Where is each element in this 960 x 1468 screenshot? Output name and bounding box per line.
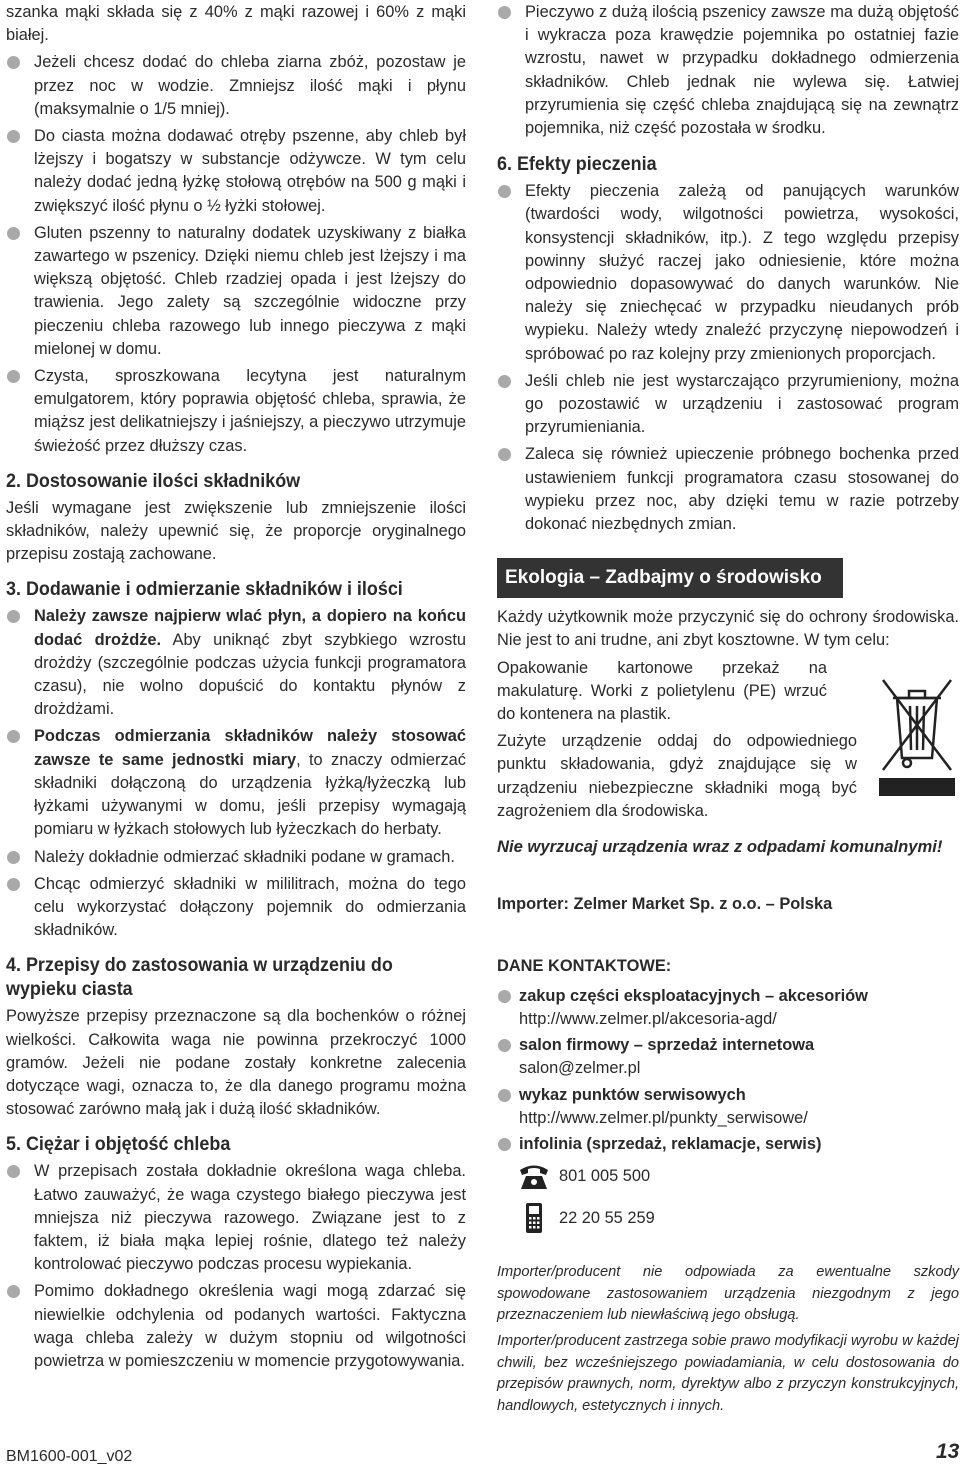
ecology-heading: Ekologia – Zadbajmy o środowisko: [497, 558, 843, 598]
contact-item: [497, 1133, 959, 1156]
paragraph: Zużyte urządzenie oddaj do odpowiedniego punktu składowania, gdyż znajdujące się w urządzeniu niebezpieczne składniki mogą być zagrożeniem dla środowiska.: [497, 732, 857, 820]
ecology-warning: Nie wyrzucaj urządzenia wraz z odpadami komunalnymi!: [497, 837, 943, 857]
paragraph: Opakowanie kartonowe przekaż na makulaturę. Worki z polietylenu (PE) wrzuć do kontenera na plastik.: [497, 658, 827, 724]
intro-text: szanka mąki składa się z 40% z mąki razowej i 60% z mąki białej.: [6, 3, 466, 45]
contact-label: salon firmowy – sprzedaż internetowa: [519, 1036, 815, 1055]
section-heading: 6. Efekty pieczenia: [497, 153, 657, 176]
document-code: BM1600-001_v02: [6, 1448, 133, 1465]
contact-link[interactable]: http://www.zelmer.pl/punkty_serwisowe/: [519, 1108, 808, 1127]
section-heading: 2. Dostosowanie ilości składników: [6, 469, 301, 492]
list-item: [6, 605, 466, 721]
page-number: 13: [936, 1440, 960, 1463]
contact-label: wykaz punktów serwisowych: [519, 1085, 746, 1104]
section-heading: 4. Przepisy do zastosowania w urządzeniu do wypieku ciasta: [6, 954, 393, 1001]
ecology-section: [497, 606, 959, 823]
list-item: Pomimo dokładnego określenia wagi mogą zdarzać się niewielkie odchylenia od podanych wartości. Faktyczna waga chleba zależy w dużym stopniu od wilgotności powietrza w pomieszczeniu w momencie przygotowywania.: [6, 1280, 466, 1373]
section-heading: 3. Dodawanie i odmierzanie składników i ilości: [6, 578, 403, 601]
list-item: Do ciasta można dodawać otręby pszenne, aby chleb był lżejszy i bogatszy w substancje odżywcze. W tym celu należy dodać jedną łyżkę stołową otrębów na 500 g mąki i zwiększyć ilość płynu o ½ łyżki stołowej.: [6, 125, 466, 218]
contact-email[interactable]: salon@zelmer.pl: [519, 1059, 641, 1078]
list-item: Czysta, sproszkowana lecytyna jest naturalnym emulgatorem, który poprawia objętość chleba, sprawia, że miąższ jest delikatniejszy i jaśniejszy, a pieczywo utrzymuje świeżość przez dłuższy czas.: [6, 365, 466, 458]
paragraph: Każdy użytkownik może przyczynić się do ochrony środowiska. Nie jest to ani trudne, ani zbyt kosztowne. W tym celu:: [497, 608, 959, 650]
contact-item: [497, 1034, 959, 1080]
phone-number[interactable]: 801 005 500: [559, 1167, 651, 1186]
list-item: Efekty pieczenia zależą od panujących warunków (twardości wody, wilgotności powietrza, wysokości, konsystencji składników, itp.). Z tego względu przepisy powinny służyć raczej jako odniesienie, które można odpowiednio dopasowywać do danych warunków. Nie należy się zniechęcać w przypadku nieudanych prób wypieku. Należy wtedy znaleźć przyczynę niepowodzeń i spróbować po raz kolejny przy zmienionych proporcjach.: [497, 180, 959, 366]
contact-link[interactable]: http://www.zelmer.pl/akcesoria-agd/: [519, 1009, 777, 1028]
disclaimer: Importer/producent nie odpowiada za ewentualne szkody spowodowane zastosowaniem urządzenia niezgodnym z jego przeznaczeniem lub niewłaściwą jego obsługą.: [497, 1264, 959, 1324]
right-column: [497, 0, 959, 1417]
contact-title: DANE KONTAKTOWE:: [497, 956, 672, 975]
mobile-number[interactable]: 22 20 55 259: [559, 1209, 655, 1228]
contact-item: [497, 1084, 959, 1130]
telephone-icon: [517, 1160, 551, 1192]
list-item: Pieczywo z dużą ilością pszenicy zawsze ma dużą objętość i wykracza poza krawędzie pojemnika po ostatniej fazie wzrostu, nawet w przypadku dokładnego odmierzenia składników. Chleb jednak nie wylewa się. Łatwiej przyrumienia się część chleba znajdującą się na zewnątrz pojemnika, niż część pozostała w środku.: [497, 1, 959, 140]
list-item: W przepisach została dokładnie określona waga chleba. Łatwo zauważyć, że waga czystego białego pieczywa jest mniejsza niż pieczywa razowego. Związane jest to z faktem, iż biała mąka lepiej rośnie, dlatego też należy kontrolować pieczywo podczas procesu wypiekania.: [6, 1160, 466, 1276]
contact-item: [497, 985, 959, 1031]
list-item: Jeśli chleb nie jest wystarczająco przyrumieniony, można go pozostawić w urządzeniu i zastosować program przyrumieniania.: [497, 370, 959, 440]
contact-list: [497, 985, 959, 1236]
emphasis-text: Podczas odmierzania składników należy stosować zawsze te same jednostki miary: [34, 727, 466, 769]
crossed-bin-icon: [877, 670, 957, 800]
paragraph: Powyższe przepisy przeznaczone są dla bochenków o różnej wielkości. Całkowita waga nie powinna przekroczyć 1000 gramów. Jeżeli nie podane zostały konkretne zalecenia dotyczące wagi, oznacza to, że dla danego programu można stosować zarówno małą jak i dużą ilość składników.: [6, 1007, 466, 1119]
body-text: , to znaczy odmierzać składniki dołączoną do urządzenia łyżką/łyżeczką lub łyżkami używanymi w domu, jeśli przepisy wymagają pomiaru w łyżkach stołowych lub łyżeczkach do herbaty.: [34, 750, 466, 839]
list-item: Jeżeli chcesz dodać do chleba ziarna zbóż, pozostaw je przez noc w wodzie. Zmniejsz ilość mąki i płynu (maksymalnie o 1/5 mniej).: [6, 51, 466, 121]
list-item: Zaleca się również upieczenie próbnego bochenka przed ustawieniem funkcji programatora czasu stosowanej do wypieku przez noc, aby dzięki temu w razie potrzeby dokonać niezbędnych zmian.: [497, 443, 959, 536]
mobile-line: [497, 1200, 959, 1236]
contact-label: infolinia (sprzedaż, reklamacje, serwis): [519, 1134, 822, 1153]
contact-label: zakup części eksploatacyjnych – akcesoriów: [519, 986, 868, 1005]
paragraph: Jeśli wymagane jest zwiększenie lub zmniejszenie ilości składników, należy upewnić się, że proporcje oryginalnego przepisu zostają zachowane.: [6, 498, 466, 564]
list-item: Chcąc odmierzyć składniki w mililitrach, można do tego celu wykorzystać dołączony pojemnik do odmierzania składników.: [6, 873, 466, 943]
list-item: Należy dokładnie odmierzać składniki podane w gramach.: [6, 846, 466, 869]
list-item: Gluten pszenny to naturalny dodatek uzyskiwany z białka zawartego w pszenicy. Dzięki niemu chleb jest lżejszy i ma większą objętość. Chleb rzadziej opada i jest lżejszy do trawienia. Jego zalety są szczególnie widoczne przy pieczeniu chleba razowego lub innego pieczywa z mąki mielonej w domu.: [6, 222, 466, 361]
importer-line: Importer: Zelmer Market Sp. z o.o. – Polska: [497, 895, 833, 914]
disclaimer: Importer/producent zastrzega sobie prawo modyfikacji wyrobu w każdej chwili, bez wcześniejszego powiadamiania, w celu dostosowania do przepisów prawnych, norm, dyrektyw albo z przyczyn konstrukcyjnych, handlowych, estetycznych i innych.: [497, 1332, 959, 1414]
body-text: Aby uniknąć zbyt szybkiego wzrostu drożdży (szczególnie podczas użycia funkcji programatora czasu), nie wolno dopuścić do kontaktu płynów z drożdżami.: [34, 630, 466, 719]
list-item: [6, 725, 466, 841]
mobile-phone-icon: [517, 1202, 551, 1234]
left-column: [6, 0, 466, 1373]
emphasis-text: Należy zawsze najpierw wlać płyn, a dopiero na końcu dodać drożdże.: [34, 607, 466, 649]
phone-line: [497, 1158, 959, 1194]
section-heading: 5. Ciężar i objętość chleba: [6, 1133, 231, 1156]
